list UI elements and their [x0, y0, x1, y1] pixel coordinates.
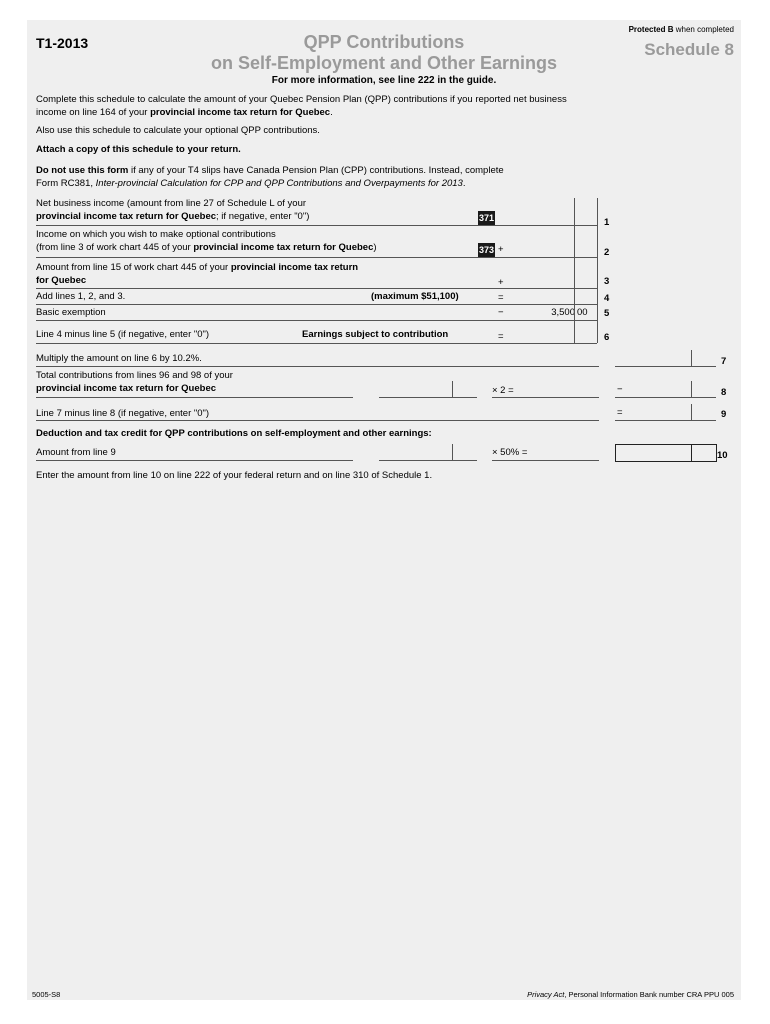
basic-exemption-cents: 00 — [577, 307, 588, 318]
line10-rule — [36, 460, 353, 461]
line5-operator: − — [498, 307, 504, 318]
line9-label: Line 7 minus line 8 (if negative, enter "0") — [36, 408, 210, 419]
line2-number: 2 — [604, 247, 610, 258]
line2-label-a: Income on which you wish to make optional contributions — [36, 229, 276, 240]
line9-cents-separator — [691, 404, 692, 420]
title-line2: on Self-Employment and Other Earnings — [210, 53, 558, 73]
line8-operator: − — [617, 384, 623, 395]
line-code-371: 371 — [478, 213, 495, 223]
protected-label: Protected B when completed — [628, 25, 734, 34]
line4-operator: = — [498, 292, 504, 303]
line1-number: 1 — [604, 217, 610, 228]
line10-label: Amount from line 9 — [36, 447, 116, 458]
basic-exemption-value: 3,500 — [551, 307, 575, 318]
form-code: 5005-S8 — [32, 990, 61, 999]
line10-input-field[interactable] — [379, 444, 477, 461]
amount-column-edge — [597, 198, 598, 343]
line10-multiplier: × 50% = — [492, 447, 528, 458]
line4-number: 4 — [604, 293, 610, 304]
warning-line2: Form RC381, Inter-provincial Calculation for CPP and QPP Contributions and Overpayments for 2013. — [36, 178, 466, 189]
intro-paragraph-line2: income on line 164 of your provincial income tax return for Quebec. — [36, 107, 333, 118]
line9-rule — [36, 420, 599, 421]
line7-rule — [36, 366, 599, 367]
line3-number: 3 — [604, 276, 610, 287]
line5-rule — [36, 320, 498, 321]
deduction-heading: Deduction and tax credit for QPP contributions on self-employment and other earnings: — [36, 428, 432, 439]
line6-number: 6 — [604, 332, 610, 343]
line10-amount-box[interactable] — [615, 444, 717, 462]
line-code-373: 373 — [478, 245, 495, 255]
line4-label: Add lines 1, 2, and 3. — [36, 291, 126, 302]
optional-contributions-note: Also use this schedule to calculate your optional QPP contributions. — [36, 125, 320, 136]
line10-mult-rule — [492, 460, 599, 461]
line8-label-b: provincial income tax return for Quebec — [36, 383, 217, 394]
line8-mult-rule — [492, 397, 599, 398]
line8-multiplier: × 2 = — [492, 385, 514, 396]
attach-note: Attach a copy of this schedule to your return. — [36, 144, 241, 155]
line7-amount-field[interactable] — [615, 350, 716, 367]
line1-amount-field[interactable] — [495, 198, 597, 226]
line5-label: Basic exemption — [36, 307, 106, 318]
line3-amount-field[interactable] — [495, 262, 597, 289]
title-line1: QPP Contributions — [303, 32, 465, 52]
line2-amount-field[interactable] — [495, 230, 597, 258]
line5-amount-field — [495, 306, 597, 321]
line8-input-field[interactable] — [379, 381, 477, 398]
line1-label-b: provincial income tax return for Quebec; if negative, enter "0") — [36, 211, 310, 222]
line8-cents-separator — [691, 381, 692, 397]
line6-rule — [36, 343, 498, 344]
line3-operator: + — [498, 277, 504, 288]
line3-label-b: for Quebec — [36, 275, 87, 286]
warning-line1: Do not use this form if any of your T4 slips have Canada Pension Plan (CPP) contributions. Instead, complete — [36, 165, 504, 176]
line4-maximum: (maximum $51,100) — [371, 291, 459, 302]
line6-amount-field[interactable] — [495, 325, 597, 344]
line10-input-cents-separator — [452, 444, 453, 460]
line4-amount-field[interactable] — [495, 290, 597, 305]
cents-separator — [574, 198, 575, 343]
line2-rule — [36, 257, 498, 258]
line6-earnings-label: Earnings subject to contribution — [302, 329, 449, 340]
line8-input-cents-separator — [452, 381, 453, 397]
schedule-label: Schedule 8 — [644, 40, 734, 59]
intro-paragraph-line1: Complete this schedule to calculate the amount of your Quebec Pension Plan (QPP) contributions if you reported net business — [36, 94, 567, 105]
line3-rule — [36, 288, 498, 289]
line7-cents-separator — [691, 350, 692, 366]
line7-label: Multiply the amount on line 6 by 10.2%. — [36, 353, 202, 364]
final-instruction: Enter the amount from line 10 on line 222 of your federal return and on line 310 of Schedule 1. — [36, 470, 433, 481]
line9-number: 9 — [721, 409, 727, 420]
line6-label: Line 4 minus line 5 (if negative, enter "0") — [36, 329, 210, 340]
line6-operator: = — [498, 331, 504, 342]
privacy-note: Privacy Act, Personal Information Bank number CRA PPU 005 — [527, 990, 734, 999]
line2-operator: + — [498, 244, 504, 255]
line1-rule — [36, 225, 498, 226]
form-id: T1-2013 — [36, 35, 89, 51]
line8-rule — [36, 397, 353, 398]
line9-amount-field[interactable] — [615, 404, 716, 421]
line10-cents-separator — [691, 445, 692, 461]
line2-label-b: (from line 3 of work chart 445 of your provincial income tax return for Quebec) — [36, 242, 377, 253]
form-page — [27, 20, 741, 1000]
line8-number: 8 — [721, 387, 727, 398]
line1-label-a: Net business income (amount from line 27 of Schedule L of your — [36, 198, 307, 209]
line3-label-a: Amount from line 15 of work chart 445 of your provincial income tax return — [36, 262, 359, 273]
line8-amount-field[interactable] — [615, 381, 716, 398]
line8-label-a: Total contributions from lines 96 and 98 of your — [36, 370, 233, 381]
line10-number: 10 — [717, 450, 728, 461]
line9-operator: = — [617, 407, 623, 418]
line5-number: 5 — [604, 308, 610, 319]
info-line: For more information, see line 222 in the guide. — [271, 75, 497, 86]
line4-rule — [36, 304, 498, 305]
line7-number: 7 — [721, 356, 727, 367]
